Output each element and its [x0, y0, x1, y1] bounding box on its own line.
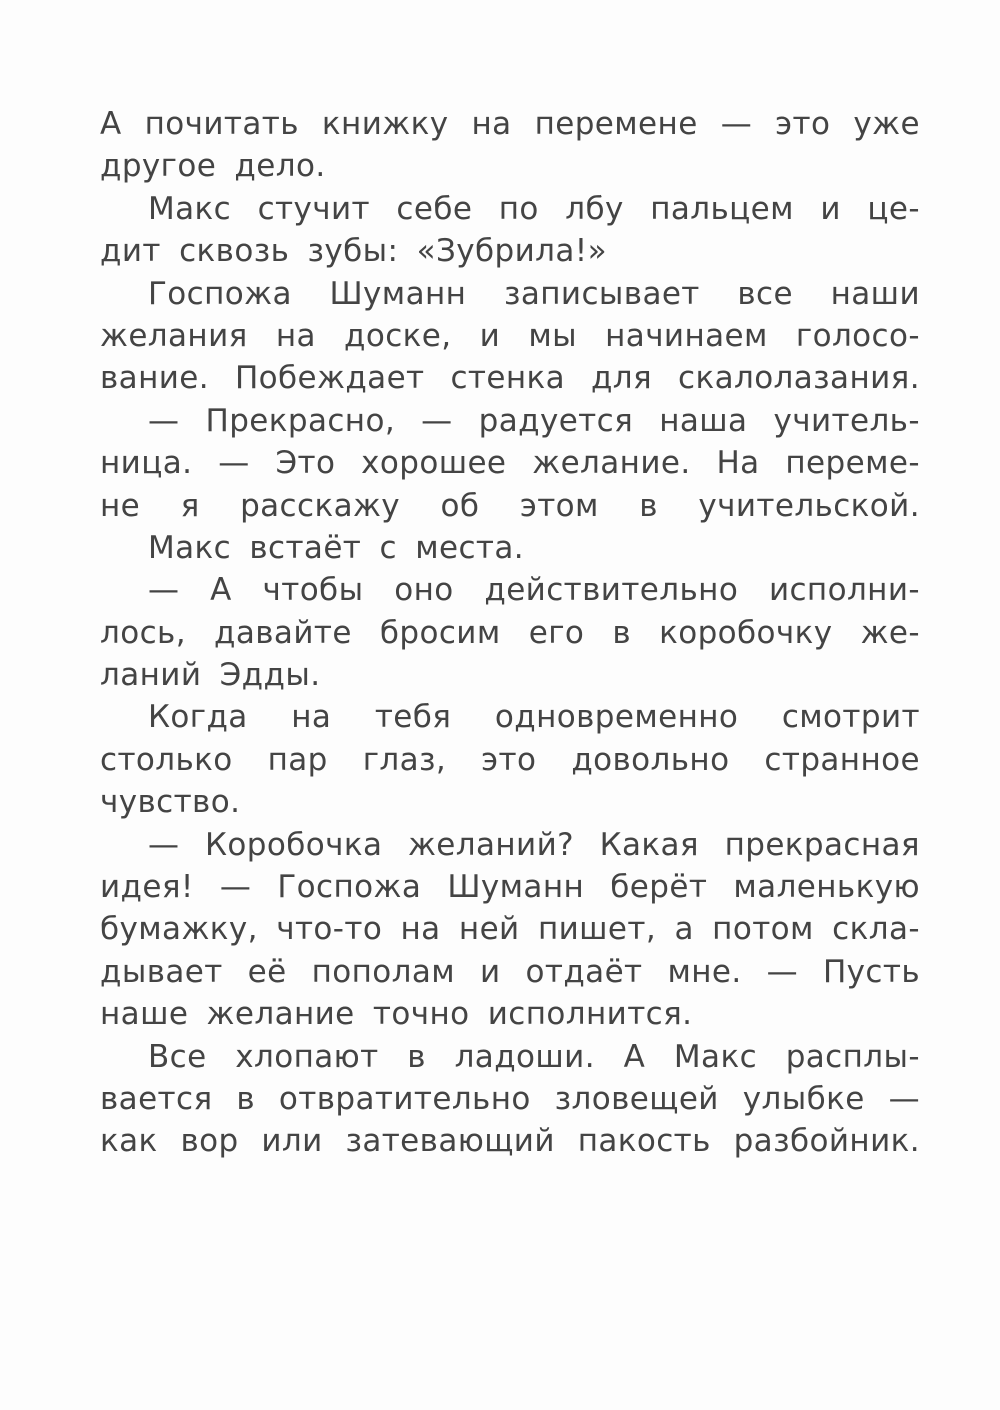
text-line [100, 442, 920, 484]
word: лось, [100, 614, 186, 651]
word: расскажу [240, 487, 401, 524]
word: мы [528, 317, 577, 354]
word: Это [275, 445, 336, 482]
text-line [100, 612, 920, 654]
word: в [639, 487, 658, 524]
word: На [716, 445, 760, 482]
text-line [100, 315, 920, 357]
text-line: ланий Эдды. [100, 657, 321, 694]
word: — [148, 826, 180, 863]
text-line [100, 1078, 920, 1120]
word: в [612, 614, 631, 651]
word: радуется [478, 402, 634, 439]
word: в [236, 1080, 256, 1117]
word: мне. [667, 953, 742, 990]
word: голосо- [795, 317, 920, 354]
word: его [528, 614, 585, 651]
word: потом [712, 911, 814, 948]
word: отдаёт [525, 953, 643, 990]
word: желаний? [407, 826, 574, 863]
text-line [100, 569, 920, 611]
word: — [218, 445, 250, 482]
word: желание. [532, 445, 691, 482]
word: на [291, 699, 332, 736]
word: это [775, 106, 831, 142]
text-line: Макс встаёт с места. [148, 529, 525, 566]
word: Когда [148, 699, 248, 736]
word: довольно [571, 741, 730, 778]
word: Шуманн [447, 869, 585, 906]
word: это [481, 741, 537, 778]
word: скла- [832, 911, 920, 948]
word: лбу [565, 190, 624, 227]
word: и [479, 317, 501, 354]
word: — [421, 402, 453, 439]
word: что-то [276, 911, 383, 948]
word: или [261, 1123, 323, 1160]
word: исполни- [768, 572, 920, 609]
word: перемене [534, 106, 698, 142]
word: А [623, 1038, 646, 1075]
word: вание. [100, 360, 210, 397]
text-line [100, 357, 920, 399]
word: смотрит [781, 699, 920, 736]
word: ница. [100, 445, 193, 482]
word: Прекрасно, [205, 402, 396, 439]
word: наша [659, 402, 748, 439]
word: Все [148, 1038, 207, 1075]
word: Какая [599, 826, 699, 863]
word: желания [100, 317, 248, 354]
word: по [498, 190, 539, 227]
word: А [100, 106, 122, 142]
word: не [100, 487, 141, 524]
text-line [100, 1036, 920, 1078]
word: стучит [257, 190, 370, 227]
word: записывает [503, 275, 700, 312]
text-line: другое дело. [100, 148, 326, 185]
word: переме- [785, 445, 920, 482]
word: бросим [379, 614, 501, 651]
word: це- [867, 190, 920, 227]
word: Макс [148, 190, 232, 227]
word: оно [394, 572, 454, 609]
text-line [100, 696, 920, 738]
word: книжку [321, 106, 449, 142]
text-line [100, 485, 920, 527]
text-line [100, 824, 920, 866]
word: странное [764, 741, 920, 778]
word: улыбке [742, 1080, 865, 1117]
word: расплы- [785, 1038, 920, 1075]
word: я [180, 487, 200, 524]
word: пар [267, 741, 328, 778]
word: же- [860, 614, 920, 651]
word: тебя [374, 699, 452, 736]
word: Пусть [822, 953, 920, 990]
text-line [100, 1120, 920, 1162]
word: Побеждает [234, 360, 425, 397]
word: хорошее [361, 445, 507, 482]
word: уже [853, 106, 920, 142]
word: на [400, 911, 441, 948]
word: её [247, 953, 287, 990]
text-line [100, 739, 920, 781]
word: учительской. [698, 487, 920, 524]
word: все [737, 275, 793, 312]
word: затевающий [345, 1123, 555, 1160]
word: и [820, 190, 841, 227]
word: — [888, 1080, 920, 1117]
word: — [766, 953, 799, 990]
word: ладоши. [454, 1038, 595, 1075]
word: — [148, 572, 180, 609]
word: и [480, 953, 501, 990]
text-line [100, 400, 920, 442]
word: на [471, 106, 512, 142]
word: учитель- [773, 402, 920, 439]
word: доске, [344, 317, 452, 354]
body-text [100, 103, 920, 1163]
word: — [148, 402, 180, 439]
word: пакость [577, 1123, 711, 1160]
text-line [100, 103, 920, 145]
word: на [275, 317, 316, 354]
text-line [100, 273, 920, 315]
word: Госпожа [277, 869, 422, 906]
word: чтобы [262, 572, 364, 609]
word: об [440, 487, 480, 524]
word: столько [100, 741, 233, 778]
word: Коробочка [205, 826, 383, 863]
text-line [100, 951, 920, 993]
word: как [100, 1123, 158, 1160]
word: зловещей [554, 1080, 719, 1117]
text-line: наше желание точно исполнится. [100, 996, 693, 1033]
word: одновременно [494, 699, 739, 736]
word: ней [458, 911, 520, 948]
text-line [100, 866, 920, 908]
word: — [720, 106, 753, 142]
word: себе [396, 190, 473, 227]
word: идея! [100, 869, 194, 906]
word: почитать [144, 106, 299, 142]
word: отвратительно [278, 1080, 531, 1117]
word: вается [100, 1080, 213, 1117]
word: берёт [610, 869, 708, 906]
text-line: чувство. [100, 784, 241, 821]
word: давайте [214, 614, 352, 651]
word: наши [830, 275, 920, 312]
word: бумажку, [100, 911, 258, 948]
word: этом [519, 487, 599, 524]
word: глаз, [362, 741, 447, 778]
word: для [590, 360, 653, 397]
word: стенка [450, 360, 566, 397]
word: дывает [100, 953, 223, 990]
word: вор [180, 1123, 239, 1160]
word: скалолазания. [678, 360, 920, 397]
word: маленькую [733, 869, 920, 906]
word: пальцем [650, 190, 794, 227]
word: Шуманн [329, 275, 467, 312]
word: хлопают [235, 1038, 379, 1075]
word: в [407, 1038, 426, 1075]
word: А [210, 572, 232, 609]
text-line: дит сквозь зубы: «Зубрила!» [100, 233, 607, 270]
text-line [100, 188, 920, 230]
word: — [219, 869, 252, 906]
word: начинаем [605, 317, 768, 354]
word: разбойник. [733, 1123, 920, 1160]
word: прекрасная [724, 826, 920, 863]
word: Макс [673, 1038, 758, 1075]
word: пишет, [537, 911, 657, 948]
word: пополам [311, 953, 456, 990]
word: а [674, 911, 694, 948]
word: действительно [484, 572, 739, 609]
word: Госпожа [148, 275, 292, 312]
text-line [100, 908, 920, 950]
word: коробочку [659, 614, 833, 651]
